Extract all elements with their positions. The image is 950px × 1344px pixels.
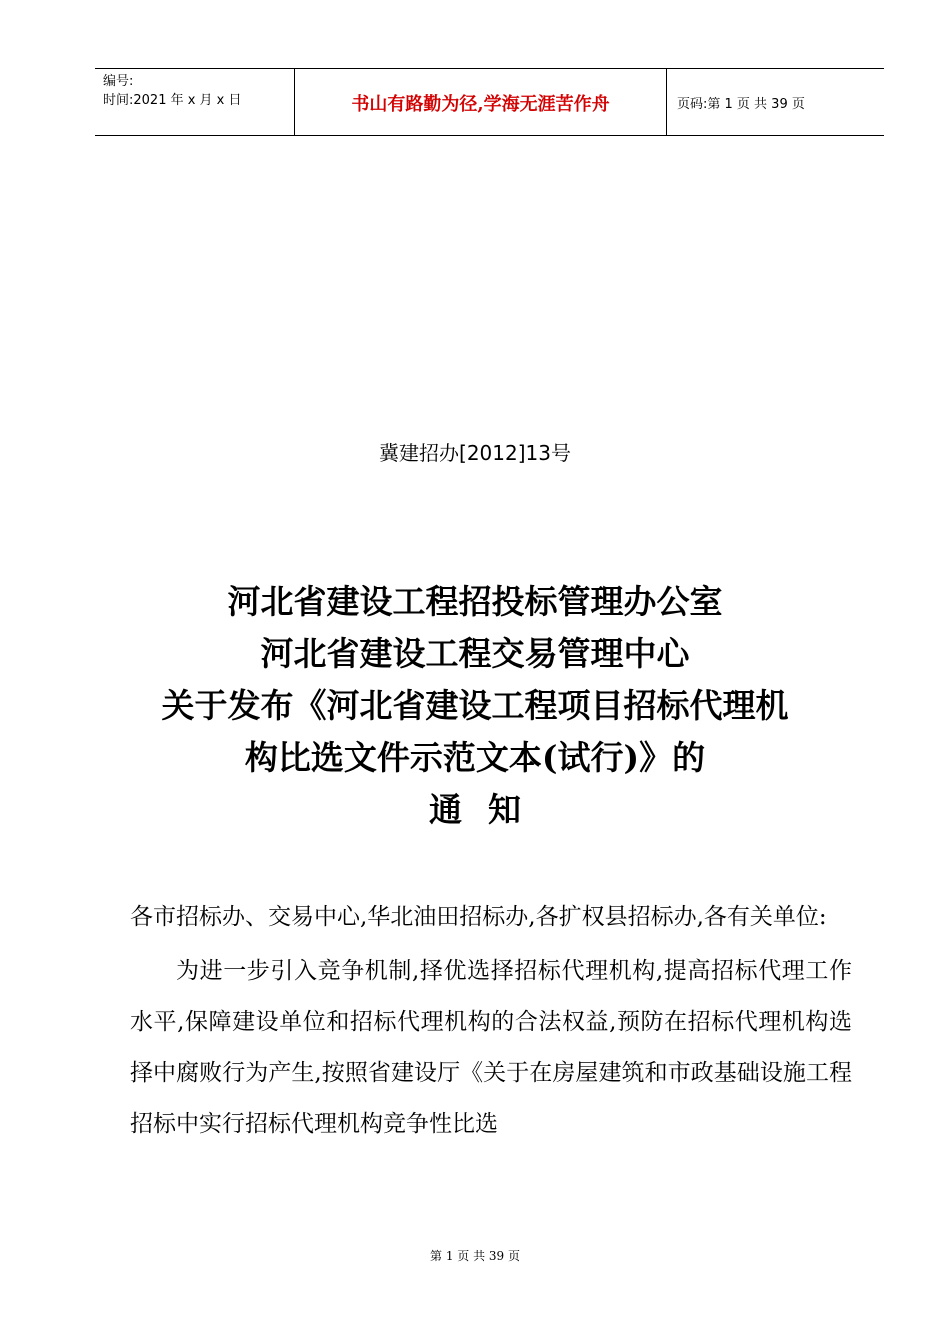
- document-body: [130, 892, 852, 1150]
- body-paragraph: 为进一步引入竞争机制,择优选择招标代理机构,提高招标代理工作水平,保障建设单位和招标代理机构的合法权益,预防在招标代理机构选择中腐败行为产生,按照省建设厅《关于在房屋建筑和市政基础设施工程招标中实行招标代理机构竞争性比选: [130, 958, 852, 1137]
- header-number-label: 编号:: [103, 74, 134, 89]
- document-title: [0, 576, 950, 836]
- header-page-info: 页码:第 1 页 共 39 页: [677, 97, 805, 112]
- title-line-4: 构比选文件示范文本(试行)》的: [244, 738, 706, 777]
- page-footer: 第 1 页 共 39 页: [430, 1249, 520, 1263]
- title-line-2: 河北省建设工程交易管理中心: [260, 634, 690, 673]
- title-line-3: 关于发布《河北省建设工程项目招标代理机: [161, 686, 789, 725]
- header-motto: 书山有路勤为径,学海无涯苦作舟: [351, 94, 610, 115]
- salutation: 各市招标办、交易中心,华北油田招标办,各扩权县招标办,各有关单位:: [130, 904, 827, 930]
- header-top-rule: [95, 68, 884, 69]
- header-time-label: 时间:2021 年 x 月 x 日: [103, 93, 242, 108]
- header-bottom-rule: [95, 135, 884, 136]
- title-line-5: 通知: [429, 790, 547, 829]
- document-number: 冀建招办[2012]13号: [379, 441, 571, 465]
- header-divider-right: [666, 68, 667, 136]
- title-line-1: 河北省建设工程招投标管理办公室: [227, 582, 723, 621]
- header-meta: [103, 72, 242, 110]
